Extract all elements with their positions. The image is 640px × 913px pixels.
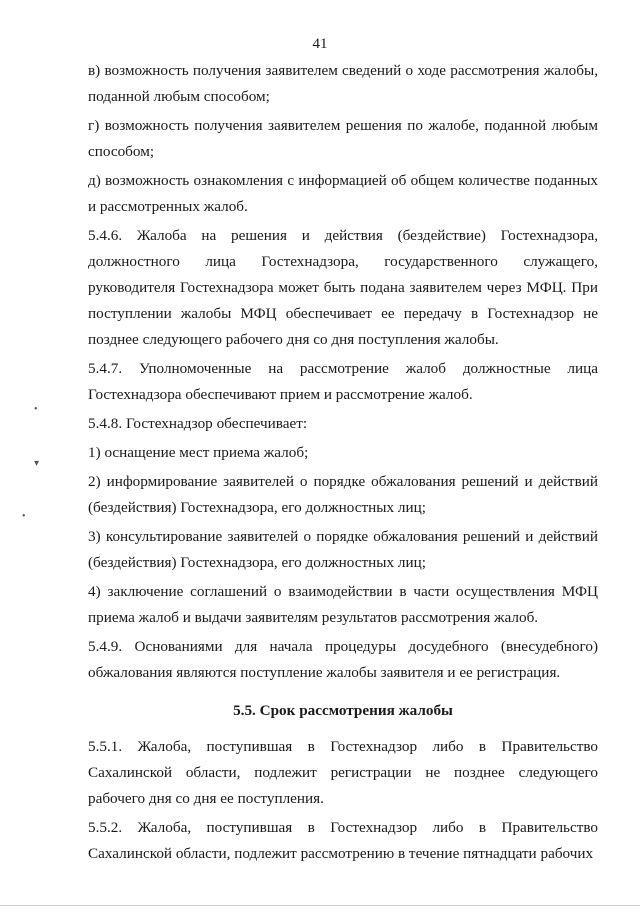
paragraph-5-4-6: 5.4.6. Жалоба на решения и действия (бездействие) Гостехнадзора, должностного лица Гостехнадзора, государственного служащего, руководителя Гостехнадзора может быть подана заявителем через МФЦ. При поступлении жалобы МФЦ обеспечивает ее передачу в Гостехнадзор не позднее следующего рабочего дня со дня поступления жалобы. (88, 227, 598, 348)
list-item-3: 3) консультирование заявителей о порядке обжалования решений и действий (бездействия) Гостехнадзора, его должностных лиц; (88, 528, 598, 571)
paragraph-v: в) возможность получения заявителем сведений о ходе рассмотрения жалобы, поданной любым способом; (88, 62, 598, 105)
list-item-1: 1) оснащение мест приема жалоб; (88, 444, 309, 461)
page-bottom-edge (0, 905, 640, 906)
list-item-4: 4) заключение соглашений о взаимодействии в части осуществления МФЦ приема жалоб и выдачи заявителям результатов рассмотрения жалоб. (88, 583, 598, 626)
paragraph-d: д) возможность ознакомления с информацией об общем количестве поданных и рассмотренных жалоб. (88, 172, 598, 215)
section-heading: 5.5. Срок рассмотрения жалобы (233, 702, 453, 719)
scan-mark: • (22, 511, 26, 522)
page-number: 41 (312, 36, 328, 52)
paragraph-5-4-9: 5.4.9. Основаниями для начала процедуры досудебного (внесудебного) обжалования являются поступление жалобы заявителя и ее регистрация. (88, 638, 598, 681)
paragraph-5-4-8: 5.4.8. Гостехнадзор обеспечивает: (88, 415, 308, 432)
paragraph-g: г) возможность получения заявителем решения по жалобе, поданной любым способом; (88, 117, 598, 160)
document-body (88, 58, 598, 867)
paragraph-5-5-1: 5.5.1. Жалоба, поступившая в Гостехнадзор либо в Правительство Сахалинской области, подлежит регистрации не позднее следующего рабочего дня со дня ее поступления. (88, 738, 598, 807)
list-item-2: 2) информирование заявителей о порядке обжалования решений и действий (бездействия) Гостехнадзора, его должностных лиц; (88, 473, 598, 516)
scan-mark: ▾ (34, 458, 40, 469)
paragraph-5-5-2: 5.5.2. Жалоба, поступившая в Гостехнадзор либо в Правительство Сахалинской области, подлежит рассмотрению в течение пятнадцати рабочих (88, 819, 598, 862)
scan-mark: • (34, 404, 38, 415)
paragraph-5-4-7: 5.4.7. Уполномоченные на рассмотрение жалоб должностные лица Гостехнадзора обеспечивают прием и рассмотрение жалоб. (88, 360, 598, 403)
